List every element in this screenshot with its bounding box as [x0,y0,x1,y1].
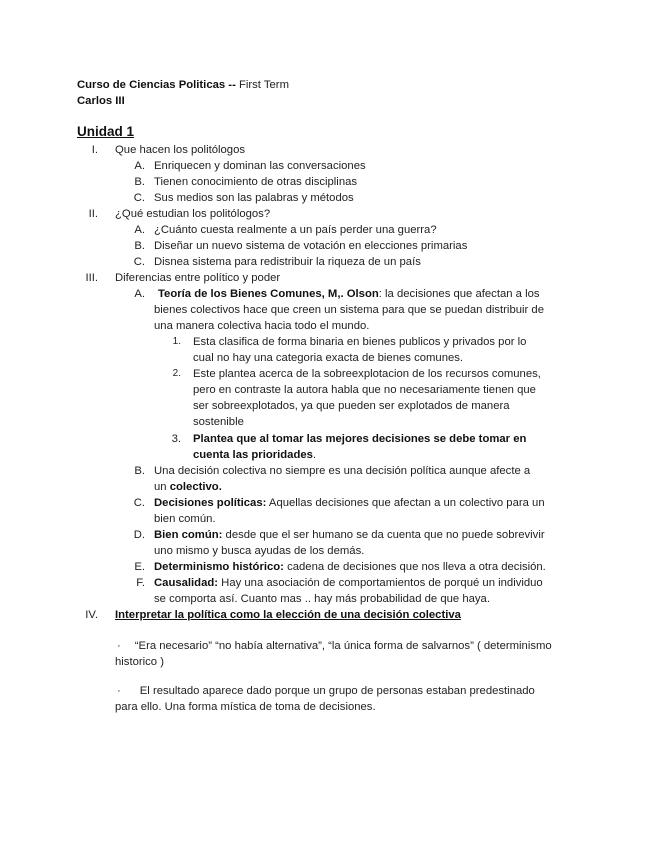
item-letter: F. [136,577,145,589]
subitem-cont: cuenta las prioridades. [193,449,317,461]
theory-title: Teoría de los Bienes Comunes, M,. Olson [158,288,379,300]
item-letter: A. [134,160,145,172]
subitem-cont: pero en contraste la autora habla que no necesariamente tienen que [193,384,536,396]
section-heading: ¿Qué estudian los politólogos? [115,208,271,220]
course-title-sep: - [232,79,236,91]
list-item: Determinismo histórico: cadena de decisiones que nos lleva a otra decisión. [154,561,546,573]
item-letter: C. [133,497,145,509]
bullet-marker: · [117,685,121,697]
course-header [77,77,289,93]
list-item-cont: bien común. [154,513,216,525]
bullet-paragraph: · El resultado aparece dado porque un grupo de personas estaban predestinado [117,685,535,697]
item-letter: A. [134,288,145,300]
subitem-cont: cual no hay una categoria exacta de bienes comunes. [193,352,464,364]
item-letter: A. [134,224,145,236]
bullet-marker: · [117,640,121,652]
course-title: Curso de Ciencias Politicas - [77,79,233,91]
section-heading: Que hacen los politólogos [115,144,246,156]
list-item: Diseñar un nuevo sistema de votación en elecciones primarias [154,240,468,252]
item-letter: C. [133,192,145,204]
list-item: Disnea sistema para redistribuir la riqueza de un país [154,256,421,268]
subitem-number: 2. [172,368,181,379]
subitem-number: 3. [171,433,181,445]
list-item: Causalidad: Hay una asociación de comportamientos de porqué un individuo [154,577,543,589]
section-numeral: I. [91,144,98,156]
list-item: Sus medios son las palabras y métodos [154,192,354,204]
list-item: Enriquecen y dominan las conversaciones [154,160,366,172]
list-item-cont: se comporta así. Cuanto mas .. hay más probabilidad de que haya. [154,593,490,605]
subitem-cont: sostenible [193,416,244,428]
list-item: Decisiones políticas: Aquellas decisiones que afectan a un colectivo para un [154,497,545,509]
item-letter: B. [134,240,145,252]
list-item-cont: uno mismo y busca ayudas de los demás. [154,545,365,557]
item-letter: B. [134,465,145,477]
course-term: First Term [235,79,289,91]
subitem-number: 1. [172,336,181,347]
section-numeral: II. [88,208,98,220]
item-letter: E. [134,561,145,573]
subitem: Esta clasifica de forma binaria en bienes publicos y privados por lo [193,336,527,348]
list-item-cont: un colectivo. [154,481,222,493]
subitem-cont: ser sobreexplotados, ya que pueden ser explotados de manera [193,400,510,412]
bullet-paragraph-cont: historico ) [115,656,164,668]
subitem: Plantea que al tomar las mejores decisiones se debe tomar en [193,433,527,445]
bullet-paragraph: · “Era necesario” “no había alternativa”, “la única forma de salvarnos” ( determinismo [117,640,552,652]
list-item: Teoría de los Bienes Comunes, M,. Olson: la decisiones que afectan a los [158,288,540,300]
section-heading: Interpretar la política como la elección de una decisión colectiva [115,609,461,621]
item-letter: D. [133,529,145,541]
item-letter: B. [134,176,145,188]
list-item: Tienen conocimiento de otras disciplinas [154,176,358,188]
section-heading: Diferencias entre político y poder [115,272,281,284]
list-item-cont: bienes colectivos hace que creen un sistema para que se puedan distribuir de [154,304,544,316]
list-item: Bien común: desde que el ser humano se da cuenta que no puede sobrevivir [154,529,545,541]
bullet-paragraph-cont: para ello. Una forma mística de toma de decisiones. [115,701,376,713]
unit-title: Unidad 1 [77,124,135,139]
list-item-cont: una manera colectiva hacia todo el mundo. [154,320,370,332]
institution: Carlos III [77,95,125,107]
section-numeral: IV. [85,609,98,621]
list-item: Una decisión colectiva no siempre es una decisión política aunque afecte a [154,465,531,477]
list-item: ¿Cuánto cuesta realmente a un país perder una guerra? [154,224,437,236]
item-letter: C. [133,256,145,268]
section-numeral: III. [85,272,98,284]
subitem: Este plantea acerca de la sobreexplotacion de los recursos comunes, [193,368,541,380]
